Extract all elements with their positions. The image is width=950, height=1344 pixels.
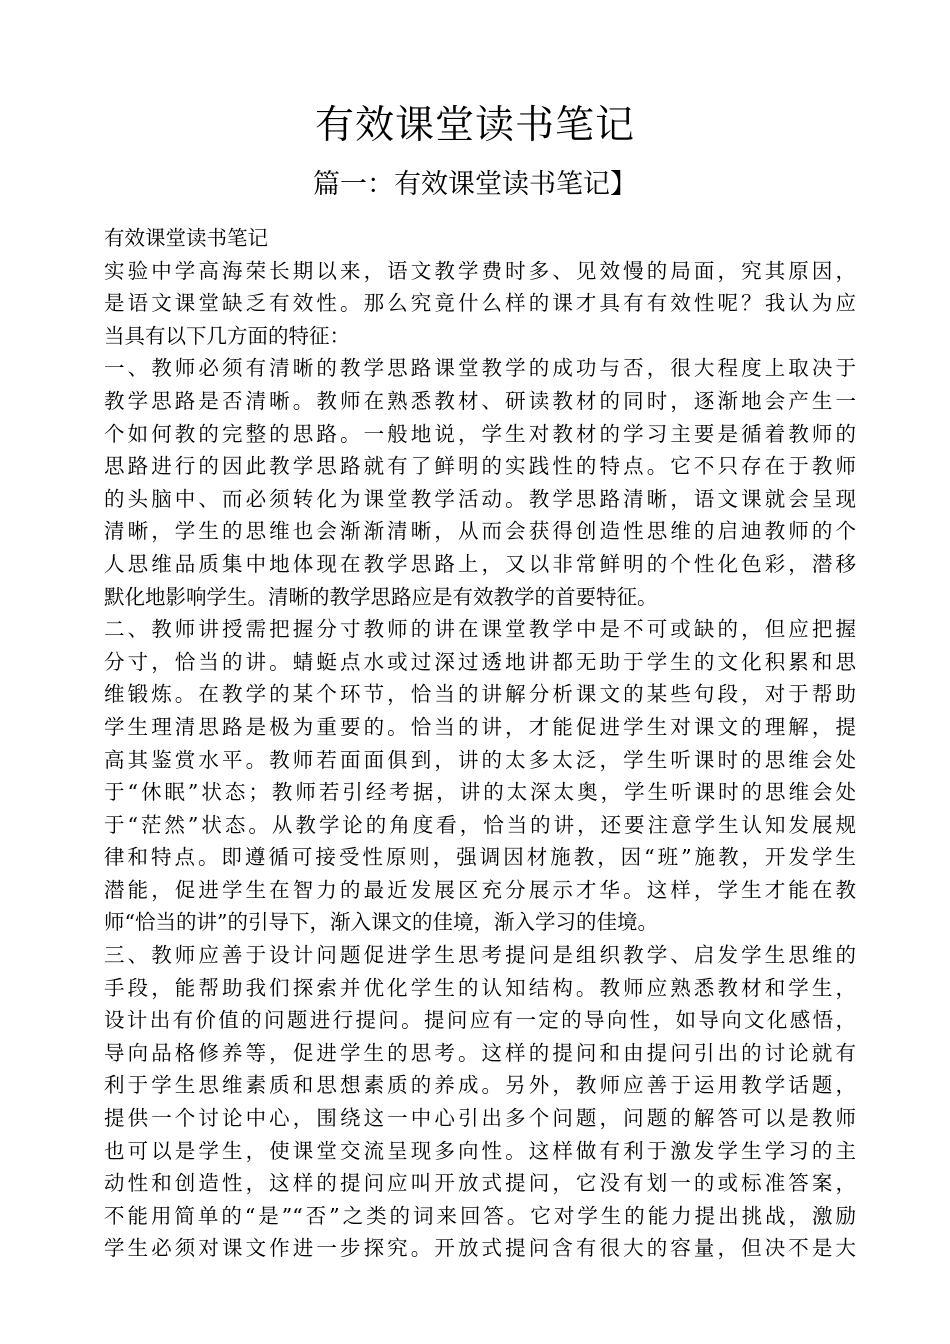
body-line: 教学思路是否清晰。教师在熟悉教材、研读教材的同时，逐渐地会产生一 (104, 388, 856, 413)
body-line: 的头脑中、而必须转化为课堂教学活动。教学思路清晰，语文课就会呈现 (104, 486, 856, 511)
body-line: 动性和创造性，这样的提问应叫开放式提问，它没有划一的或标准答案， (104, 1171, 856, 1196)
body-line: 手段，能帮助我们探索并优化学生的认知结构。教师应熟悉教材和学生， (104, 975, 856, 1000)
document-subtitle: 篇一：有效课堂读书笔记】 (313, 169, 637, 200)
body-line: 提供一个讨论中心，围绕这一中心引出多个问题，问题的解答可以是教师 (104, 1106, 856, 1131)
body-line: 是语文课堂缺乏有效性。那么究竟什么样的课才具有有效性呢？我认为应 (104, 291, 856, 316)
body-line: 不能用简单的“是”“否”之类的词来回答。它对学生的能力提出挑战，激励 (104, 1203, 856, 1228)
body-line: 师“恰当的讲”的引导下，渐入课文的佳境，渐入学习的佳境。 (104, 910, 658, 935)
body-line: 维锻炼。在教学的某个环节，恰当的讲解分析课文的某些句段，对于帮助 (104, 682, 856, 707)
body-line: 有效课堂读书笔记 (104, 226, 268, 250)
body-line: 人思维品质集中地体现在教学思路上，又以非常鲜明的个性化色彩，潜移 (104, 551, 856, 576)
body-line: 清晰，学生的思维也会渐渐清晰，从而会获得创造性思维的启迪教师的个 (104, 519, 856, 544)
body-line: 当具有以下几方面的特征： (104, 323, 350, 348)
body-line: 默化地影响学生。清晰的教学思路应是有效教学的首要特征。 (104, 584, 658, 609)
body-line: 潜能，促进学生在智力的最近发展区充分展示才华。这样，学生才能在教 (104, 877, 856, 902)
body-line: 二、教师讲授需把握分寸教师的讲在课堂教学中是不可或缺的，但应把握 (104, 617, 856, 642)
body-line: 思路进行的因此教学思路就有了鲜明的实践性的特点。它不只存在于教师 (104, 454, 856, 479)
body-line: 学生必须对课文作进一步探究。开放式提问含有很大的容量，但决不是大 (104, 1236, 856, 1261)
body-line: 一、教师必须有清晰的教学思路课堂教学的成功与否，很大程度上取决于 (104, 356, 856, 381)
body-line: 律和特点。即遵循可接受性原则，强调因材施教，因“班”施教，开发学生 (104, 845, 856, 870)
body-line: 于“茫然”状态。从教学论的角度看，恰当的讲，还要注意学生认知发展规 (104, 812, 856, 837)
body-line: 三、教师应善于设计问题促进学生思考提问是组织教学、启发学生思维的 (104, 943, 856, 968)
body-line: 高其鉴赏水平。教师若面面俱到，讲的太多太泛，学生听课时的思维会处 (104, 747, 856, 772)
body-line: 实验中学高海荣长期以来，语文教学费时多、见效慢的局面，究其原因， (104, 258, 856, 283)
document-body (104, 222, 856, 1265)
body-line: 个如何教的完整的思路。一般地说，学生对教材的学习主要是循着教师的 (104, 421, 856, 446)
body-line: 利于学生思维素质和思想素质的养成。另外，教师应善于运用教学话题， (104, 1073, 856, 1098)
body-line: 于“休眠”状态；教师若引经考据，讲的太深太奥，学生听课时的思维会处 (104, 780, 856, 805)
body-line: 设计出有价值的问题进行提问。提问应有一定的导向性，如导向文化感悟， (104, 1008, 856, 1033)
body-line: 分寸，恰当的讲。蜻蜓点水或过深过透地讲都无助于学生的文化积累和思 (104, 649, 856, 674)
body-line: 学生理清思路是极为重要的。恰当的讲，才能促进学生对课文的理解，提 (104, 714, 856, 739)
body-line: 也可以是学生，使课堂交流呈现多向性。这样做有利于激发学生学习的主 (104, 1138, 856, 1163)
document-title: 有效课堂读书笔记 (314, 103, 635, 148)
body-line: 导向品格修养等，促进学生的思考。这样的提问和由提问引出的讨论就有 (104, 1040, 856, 1065)
